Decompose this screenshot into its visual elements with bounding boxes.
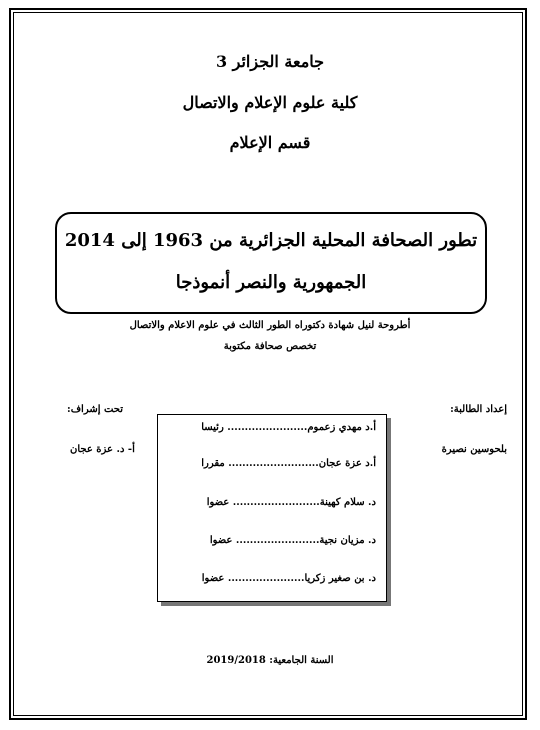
jury-member: أ.د عزة عجان.......................... مقررا xyxy=(201,458,376,469)
inner-frame xyxy=(13,12,523,716)
jury-member: أ.د مهدي زعموم....................... رئيسا xyxy=(201,422,376,433)
student-label: إعداد الطالبة: xyxy=(450,404,507,415)
jury-member: د. سلام كهينة......................... عضوا xyxy=(206,497,376,508)
jury-member: د. بن صغير زكريا...................... عضوا xyxy=(201,573,376,584)
supervisor-label: تحت إشراف: xyxy=(67,404,124,415)
jury-box xyxy=(157,414,387,602)
university-name: جامعة الجزائر 3 xyxy=(215,52,325,71)
department-name: قسم الإعلام xyxy=(229,133,311,152)
academic-year: السنة الجامعية: 2019/2018 xyxy=(206,655,334,666)
jury-member: د. مزيان نجية........................ عضوا xyxy=(209,535,376,546)
degree-statement: أطروحة لنيل شهادة دكتوراه الطور الثالث في علوم الاعلام والاتصال xyxy=(129,320,411,331)
thesis-title-box xyxy=(55,212,487,314)
specialty: تخصص صحافة مكتوبة xyxy=(223,341,317,352)
thesis-title-line-2: الجمهورية والنصر أنموذجا xyxy=(175,272,367,293)
student-name: بلحوسين نصيرة xyxy=(441,444,507,455)
faculty-name: كلية علوم الإعلام والاتصال xyxy=(182,93,358,112)
supervisor-name: أ- د. عزة عجان xyxy=(70,444,135,455)
thesis-title-line-1: تطور الصحافة المحلية الجزائرية من 1963 إلى 2014 xyxy=(64,230,478,251)
